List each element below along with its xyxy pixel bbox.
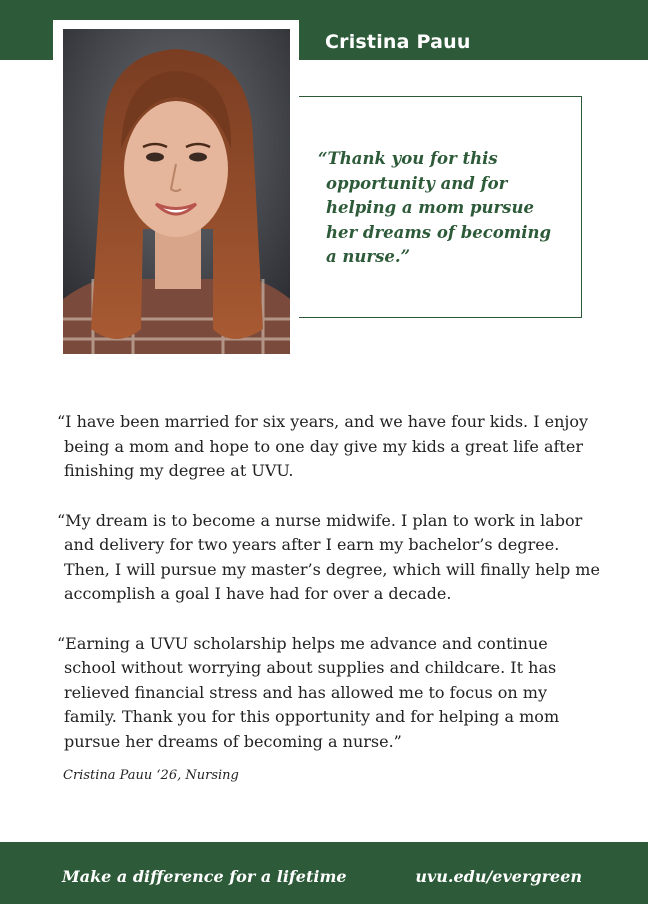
paragraph: “Earning a UVU scholarship helps me advance and continue school without worrying about supplies and childcare. It has relieved financial stress and has allowed me to focus on my family. Thank you for this opportunity and for helping a mom pursue her dreams of becoming a nurse.” xyxy=(57,633,560,751)
pull-quote: “Thank you for this opportunity and for helping a mom pursue her dreams of becoming a nurse.” xyxy=(318,149,552,266)
paragraph: “I have been married for six years, and we have four kids. I enjoy being a mom and hope to one day give my kids a great life after finishing my degree at UVU. xyxy=(57,412,589,480)
student-name: Cristina Pauu xyxy=(325,31,471,53)
testimonial-body xyxy=(57,410,602,779)
footer-url[interactable]: uvu.edu/evergreen xyxy=(415,867,582,886)
footer-tagline: Make a difference for a lifetime xyxy=(62,867,347,886)
paragraph: “My dream is to become a nurse midwife. I plan to work in labor and delivery for two years after I earn my bachelor’s degree. Then, I will pursue my master’s degree, which will finally help me accomplish a goal I have had for over a decade. xyxy=(57,510,600,603)
attribution: Cristina Pauu ‘26, Nursing xyxy=(63,768,239,783)
student-portrait xyxy=(63,29,290,354)
